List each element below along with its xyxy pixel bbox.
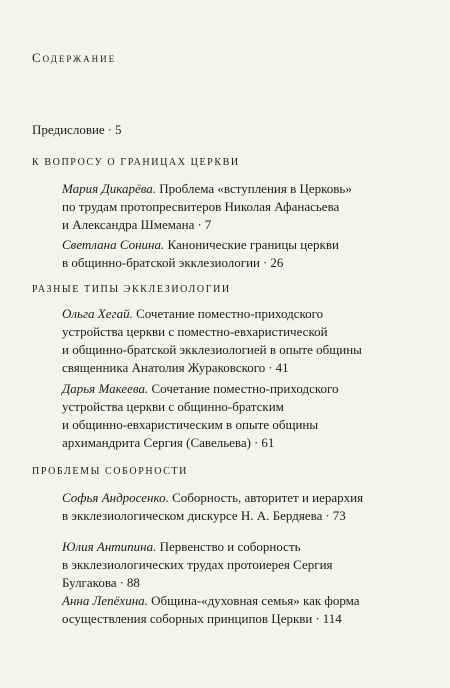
entry-page: 26	[270, 255, 284, 270]
section-heading-church-boundaries: К ВОПРОСУ О ГРАНИЦАХ ЦЕРКВИ	[32, 157, 240, 168]
entry-page: 61	[261, 435, 275, 450]
entry-title-line: устройства церкви с общинно-братским	[62, 399, 284, 414]
toc-entry[interactable]: Анна Лепёхина. Община-«духовная семья» как форма осуществления соборных принципов Церкви · 114	[62, 593, 360, 626]
entry-title-line: Проблема «вступления в Церковь»	[159, 181, 352, 196]
entry-title-line: священника Анатолия Жураковского	[62, 360, 266, 375]
entry-author: Юлия Антипина.	[62, 539, 157, 554]
preface-label: Предисловие	[32, 122, 105, 137]
toc-entry[interactable]: Дарья Макеева. Сочетание поместно-приходского устройства церкви с общинно-братским и общинно-евхаристическим в опыте общины архимандрита Сергия (Савельева) · 61	[62, 380, 402, 452]
entry-title-line: Сочетание поместно-приходского	[151, 381, 339, 396]
entry-author: Светлана Сонина.	[62, 237, 165, 252]
entry-page: 114	[322, 611, 342, 626]
preface-page: 5	[115, 122, 122, 137]
entry-title-line: в экклезиологическом дискурсе Н. А. Бердяева	[62, 508, 323, 523]
preface-entry[interactable]: Предисловие · 5	[32, 122, 122, 137]
toc-entry[interactable]: Ольга Хегай. Сочетание поместно-приходского устройства церкви с поместно-евхаристической и общинно-братской экклезиологией в опыте общины священника Анатолия Жураковского · 41	[62, 305, 402, 377]
entry-title-line: осуществления соборных принципов Церкви	[62, 611, 313, 626]
entry-author: Софья Андросенко.	[62, 490, 169, 505]
entry-title-line: в экклезиологических трудах протоиерея Сергия	[62, 557, 333, 572]
entry-title-line: Сочетание поместно-приходского	[136, 306, 324, 321]
toc-entry[interactable]: Юлия Антипина. Первенство и соборность в экклезиологических трудах протоиерея Сергия Булгакова · 88	[62, 538, 402, 592]
toc-entry[interactable]: Светлана Сонина. Канонические границы церкви в общинно-братской экклезиологии · 26	[62, 237, 339, 270]
entry-author: Дарья Макеева.	[62, 381, 149, 396]
entry-page: 88	[126, 575, 140, 590]
entry-title-line: Первенство и соборность	[159, 539, 301, 554]
entry-title-line: и Александра Шмемана	[62, 217, 195, 232]
bleed-through-text	[262, 40, 442, 54]
entry-author: Анна Лепёхина.	[62, 593, 148, 608]
entry-title-line: Соборность, авторитет и иерархия	[172, 490, 364, 505]
entry-title-line: Община-«духовная семья» как форма	[151, 593, 360, 608]
toc-entry[interactable]: Софья Андросенко. Соборность, авторитет и иерархия в экклезиологическом дискурсе Н. А. Бердяева · 73	[62, 490, 364, 523]
section-heading-sobornost: ПРОБЛЕМЫ СОБОРНОСТИ	[32, 466, 188, 477]
entry-title-line: архимандрита Сергия (Савельева)	[62, 435, 251, 450]
entry-page: 7	[204, 217, 212, 232]
toc-title: Содержание	[32, 50, 117, 65]
entry-page: 73	[332, 508, 346, 523]
entry-title-line: Булгакова	[62, 575, 117, 590]
entry-title-line: в общинно-братской экклезиологии	[62, 255, 261, 270]
entry-title-line: Канонические границы церкви	[167, 237, 339, 252]
section-heading-ecclesiology-types: РАЗНЫЕ ТИПЫ ЭККЛЕЗИОЛОГИИ	[32, 284, 231, 295]
toc-entry[interactable]: Мария Дикарёва. Проблема «вступления в Церковь» по трудам протопресвитеров Николая Афанасьева и Александра Шмемана · 7	[62, 180, 402, 234]
entry-title-line: и общинно-братской экклезиологией в опыте общины	[62, 342, 362, 357]
entry-author: Мария Дикарёва.	[62, 181, 157, 196]
entry-title-line: и общинно-евхаристическим в опыте общины	[62, 417, 319, 432]
entry-page: 41	[275, 360, 289, 375]
entry-title-line: по трудам протопресвитеров Николая Афанасьева	[62, 199, 340, 214]
entry-author: Ольга Хегай.	[62, 306, 133, 321]
entry-title-line: устройства церкви с поместно-евхаристической	[62, 324, 328, 339]
